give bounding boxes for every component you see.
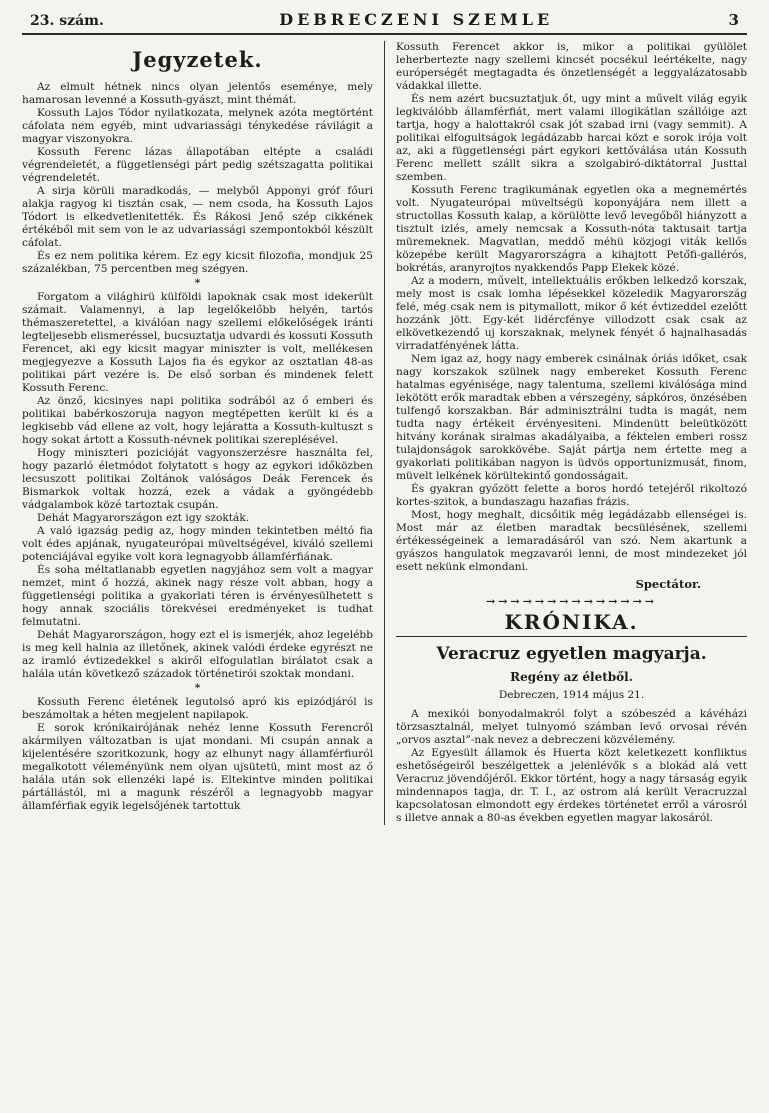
paragraph: Az Egyesült államok és Huerta közt keletkezett konfliktus eshetőségeiről beszélgettek a jelenlévők s a blokád alá vett Veracruz jövendőjéről. Ekkor történt, hogy a nagy társaság egyik mindennapos tagja, dr. T. I., az ostrom alá került Veracruzzal kapcsolatosan elmondott egy érdekes történetet erről a városról s illetve annak a 80-as években egyetlen magyar lakosáról.: [396, 747, 747, 824]
paragraph: És nem azért bucsuztatjuk őt, ugy mint a művelt világ egyik legkiválóbb államférfiát, mert valami illogikátlan szállóige azt tartja, hogy a halottakról csak jót szabad irni (vagy semmit). A politikai elfogultságok legádázabb harcai közt e sorok irója volt az, aki a függetlenségi párt egykori kettőválása után Kossuth Ferenc mellett szállt sikra a szolgabiró-diktátorral Justtal szemben.: [396, 93, 747, 183]
paragraph: Forgatom a világhirü külföldi lapoknak csak most idekerült számait. Valamennyi, a lap legelőkelőbb helyén, tartós thémaszeretettel, a kiválóan nagy szellemi előkelőségek iránti legteljesebb elismeréssel, bucsuztatja udvardi és kossuti Kossuth Ferencet, aki egy kicsit magyar miniszter is volt, mellékesen megjegyezve a Kossuth Lajos fia és egykor az osztatlan 48-as politikai párt vezére is. De első sorban és mindenek felett Kossuth Ferenc.: [22, 291, 373, 394]
paragraph: A való igazság pedig az, hogy minden tekintetben méltó fia volt édes apjának, nyugateurópai müveltségével, kiváló szellemi potenciájával egyike volt kora legnagyobb államférfiának.: [22, 525, 373, 563]
arrow-ornament-row: →→→→→→→→→→→→→→: [485, 595, 658, 608]
newspaper-title: DEBRECZENI SZEMLE: [279, 10, 554, 29]
article-title: Veracruz egyetlen magyarja.: [436, 644, 707, 664]
section-separator-star: *: [194, 682, 201, 694]
paragraph: Most, hogy meghalt, dicsőitik még legádázabb ellenségei is. Most már az életben maradtak becsülésének, szellemi értékességeinek a lemaradásáról van szó. Nem akartunk a gyászos hangulatok megzavarói lenni, de most mindezeket jól esett nekünk elmondani.: [396, 509, 747, 573]
issue-number: 23. szám.: [30, 13, 104, 29]
page-number: 3: [728, 11, 739, 29]
paragraph: Kossuth Ferenc életének legutolsó apró kis epizódjáról is beszámoltak a héten megjelent napilapok.: [22, 696, 373, 721]
right-column: [385, 41, 747, 825]
paragraph: Nem igaz az, hogy nagy emberek csinálnak óriás időket, csak nagy korszakok szülnek nagy embereket Kossuth Ferenc hatalmas egyénisége, nagy talentuma, szellemi kiválósága mind lekötött erők maradtak ebben a vérszegény, sápkóros, önzésében tulfengő korszakban. Bár adminisztrálni tudta is magát, nem tudta nagy értékeit érvényesiteni. Mindenütt beleütközött hitvány korának siralmas akadályaiba, a féktelen emberi rossz tulajdonságok sarokkövébe. Saját pártja nem értette meg a gyakorlati politikában nagyon is üdvös opportunizmusát, finom, müvelt lelkének körültekintő gondosságait.: [396, 353, 747, 482]
kronika-body: [396, 708, 747, 825]
paragraph: És soha méltatlanabb egyetlen nagyjához sem volt a magyar nemzet, mint ő hozzá, akinek nagy része volt abban, hogy a függetlenségi politika a gyakorlati téren is érvényesülhetett s hogy annak szociális törekvései eredményeket is tudhat felmutatni.: [22, 564, 373, 628]
paragraph: A sirja körüli maradkodás, — melyből Apponyi gróf főuri alakja ragyog ki tisztán csak, — nem csoda, ha Kossuth Lajos Tódort is elkedvetlenitették. És Rákosi Jenő szép cikkének értékéből mit sem von le az udvariassági szempontokból készült cáfolat.: [22, 185, 373, 249]
article-subtitle: Regény az életből.: [510, 670, 633, 684]
column-layout: [22, 41, 747, 825]
article-dateline: Debreczen, 1914 május 21.: [498, 689, 645, 701]
paragraph: Dehát Magyarországon ezt igy szokták.: [37, 512, 250, 524]
section-heading-kronika: KRÓNIKA.: [504, 610, 639, 634]
section-separator-star: *: [194, 277, 201, 289]
paragraph: Az a modern, művelt, intellektuális erőkben lelkedző korszak, mely most is csak lomha lépésekkel közeledik Magyarország felé, még csak nem is pitymallott, mikor ő két évtizeddel ezelőtt hozzánk jött. Egy-két lidércfénye villodzott csak csak az elkövetkezendő uj korszaknak, melynek fényét ő hajnalhasadás virradatfényének látta.: [396, 275, 747, 352]
left-column-body: [22, 81, 373, 813]
kronika-rule: [396, 636, 747, 637]
masthead: [22, 10, 747, 29]
paragraph: A mexikói bonyodalmakról folyt a szóbeszéd a kávéházi törzsasztalnál, melyet tulnyomó számban levő orvosai révén „orvos asztal”-nak nevez a debreczeni közvélemény.: [396, 708, 747, 746]
paragraph: Az elmult hétnek nincs olyan jelentős eseménye, mely hamarosan levenné a Kossuth-gyászt, mint thémát.: [22, 81, 373, 106]
paragraph: E sorok krónikairójának nehéz lenne Kossuth Ferencről akármilyen változatban is ujat mondani. Mi csupán annak a kijelentésére szoritkozunk, hogy az elhunyt nagy államférfiuról megalkotott véleményünk nem olyan ujsütetü, mint most az ő halála után sok ellenzéki lapé is. Eltekintve minden politikai pártállástól, mi a magunk részéről a legnagyobb magyar államférfiak egyik legelsőjének tartottuk: [22, 722, 373, 812]
section-heading-jegyzetek: Jegyzetek.: [132, 47, 263, 72]
paragraph: És gyakran győzött felette a boros hordó tetejéről rikoltozó kortes-szitok, a bundaszagu hazafias frázis.: [396, 483, 747, 508]
paragraph: Kossuth Lajos Tódor nyilatkozata, melynek azóta megtörtént cáfolata nem egyéb, mint udvariassági ténykedése rávilágit a magyar viszonyokra.: [22, 107, 373, 145]
left-column: [22, 41, 384, 825]
paragraph: Az önző, kicsinyes napi politika sodrából az ő emberi és politikai babérkoszoruja nagyon megtépetten került ki és a legkisebb vád ellene az volt, hogy lejáratta a Kossuth-kultuszt s hogy sokat ártott a Kossuth-névnek politikai szereplésével.: [22, 395, 373, 446]
paragraph: Kossuth Ferenc lázas állapotában eltépte a családi végrendeletét, a függetlenségi párt pedig szétszagatta politikai végrendeletét.: [22, 146, 373, 184]
paragraph: Kossuth Ferenc tragikumának egyetlen oka a megnemértés volt. Nyugateurópai müveltségü koponyájára nem illett a structollas Kossuth kalap, a körülötte levő levegőből hiányzott a tisztult izlés, amely nemcsak a Kossuth-nóta taktusait tartja müremeknek. Magvatlan, meddő méhü közjogi viták kellős közepébe került Magyarországra a kihajtott Petőfi-gallérós, bokrétás, aranyrojtos nyakkendős Papp Elekek közé.: [396, 184, 747, 274]
paragraph: És ez nem politika kérem. Ez egy kicsit filozofia, mondjuk 25 százalékban, 75 percentben meg szégyen.: [22, 250, 373, 275]
paragraph: Kossuth Ferencet akkor is, mikor a politikai gyülölet leherbertezte nagy szellemi kincsét pocsékul leértékelte, nagy európerségét megtagadta és önzetlenségét a leggyalázatosabb vádakkal illette.: [396, 41, 747, 92]
author-signature: Spectátor.: [635, 577, 701, 591]
paragraph: Dehát Magyarországon, hogy ezt el is ismerjék, ahoz legelébb is meg kell halnia az illetőnek, akinek valódi érdeke egyrészt ne az iramló évtizedekkel s akiről elfogulatlan birálatot csak a halála után következő századok történetirói szoktak mondani.: [22, 629, 373, 680]
paragraph: Hogy miniszteri pozicióját vagyonszerzésre használta fel, hogy pazarló életmódot folytatott s hogy az egykori időközben lecsuszott politikai Zoltánok valóságos Deák Ferencek és Bismarkok voltak hozzá, ezek a vádak a gyöngédebb vádgalambok közé tartoztak csupán.: [22, 447, 373, 511]
masthead-rule: [22, 33, 747, 35]
right-column-body: [396, 41, 747, 574]
